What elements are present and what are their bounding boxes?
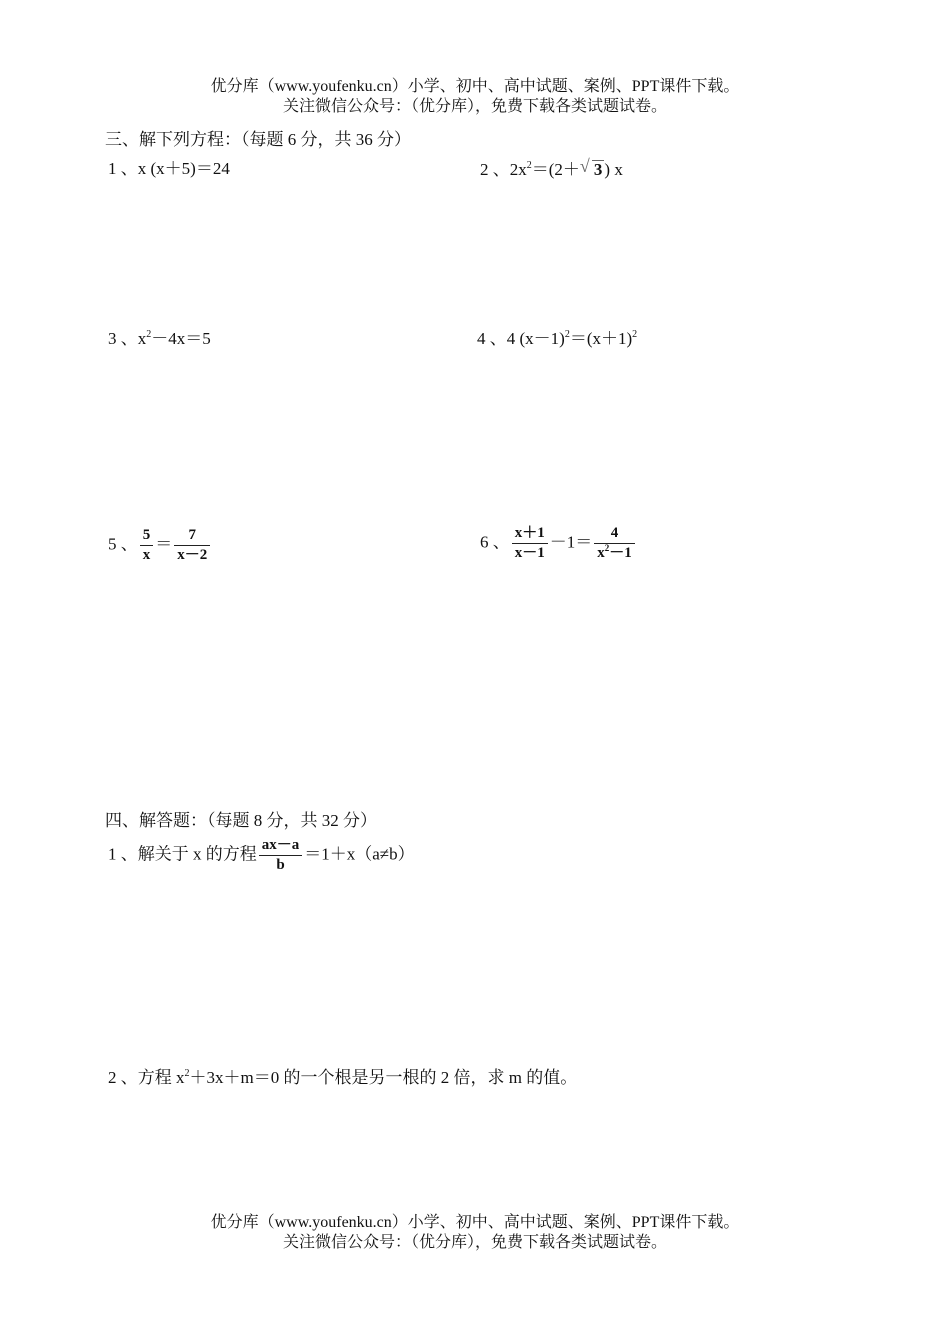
fraction: $\frac{7}{x-2}$: [174, 528, 210, 563]
footer-line-1: 优分库（www.youfenku.cn）小学、初中、高中试题、案例、PPT课件下载。: [210, 1214, 740, 1231]
problem-3-4: 4 、4 $(x-1)^2=(x+1)^2$: [477, 329, 638, 348]
fraction: $\frac{4}{x^2-1}$: [594, 526, 635, 561]
fraction: $\frac{5}{x}$: [140, 528, 154, 563]
footer-line-2: 关注微信公众号：（优分库），免费下载各类试题试卷。: [282, 1234, 667, 1251]
question-4-1: 1 、解关于 x 的方程 $\frac{ax-a}{b}$ ＝1＋x（a≠b）: [108, 837, 415, 873]
header-line-2: 关注微信公众号：（优分库），免费下载各类试题试卷。: [282, 98, 667, 115]
problem-3-6: 6 、 $\frac{x+1}{x-1}$ －1＝ $\frac{4}{x^2-1}$: [480, 526, 637, 561]
problem-3-2: 2 、$2x^2=(2+$ √ 3 ) x: [480, 156, 623, 179]
section-3-title: 三、解下列方程：（每题 6 分，共 36 分）: [105, 130, 411, 149]
problem-3-1: 1 、x (x＋5)＝24: [108, 159, 230, 178]
header-line-1: 优分库（www.youfenku.cn）小学、初中、高中试题、案例、PPT课件下载。: [210, 78, 740, 95]
question-4-2: 2 、方程 $x^2+3x+m=0$ 的一个根是另一根的 2 倍，求 m 的值。: [108, 1068, 578, 1087]
section-4-title: 四、解答题：（每题 8 分，共 32 分）: [105, 811, 377, 830]
radical-icon: √: [579, 156, 590, 176]
fraction: $\frac{x+1}{x-1}$: [512, 526, 548, 561]
square-root: √ 3: [579, 156, 603, 179]
problem-3-5: 5 、 $\frac{5}{x}$ ＝ $\frac{7}{x-2}$: [108, 528, 212, 563]
problem-3-3: 3 、$x^2-4x=5$: [108, 329, 211, 348]
fraction: $\frac{ax-a}{b}$: [259, 838, 303, 873]
